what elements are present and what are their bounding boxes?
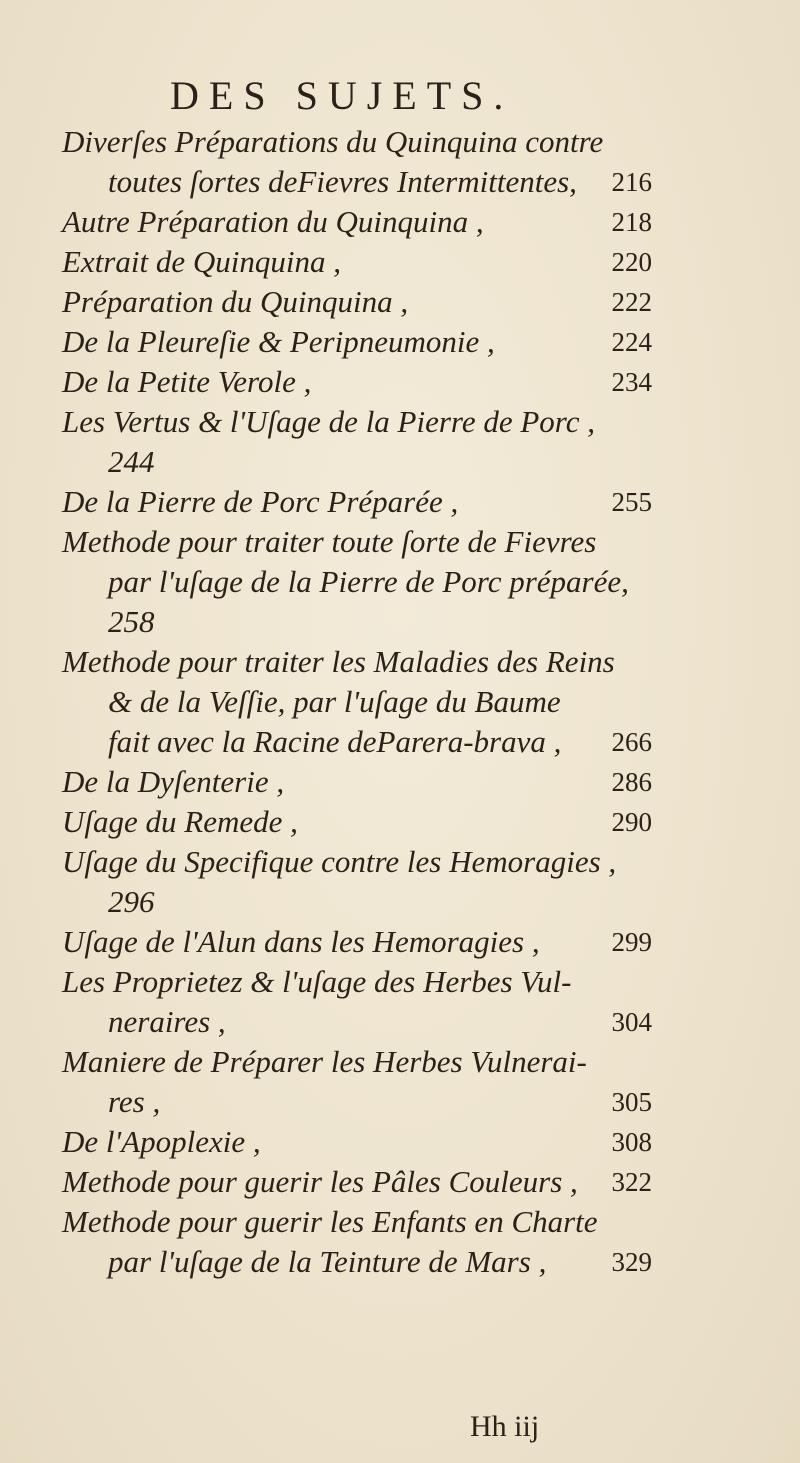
page-number: 308 [611,1127,652,1157]
index-line-text: 296 [108,884,155,919]
page-number: 234 [611,367,652,397]
index-line [0,642,800,682]
page-number: 286 [611,767,652,797]
index-line [0,322,800,362]
index-line [0,722,800,762]
index-line-text: De la Dyſenterie , [62,764,285,799]
index-line [0,1202,800,1242]
index-line [0,442,800,482]
index-line [0,122,800,162]
index-line [0,1122,800,1162]
index-line-text: Les Proprietez & l'uſage des Herbes Vul- [62,964,572,999]
index-line [0,1082,800,1122]
index-line [0,562,800,602]
index-line-text: De la Pierre de Porc Préparée , [62,484,459,519]
page-number: 266 [611,727,652,757]
index-line [0,802,800,842]
index-line [0,762,800,802]
index-line-text: Methode pour guerir les Pâles Couleurs , [62,1164,578,1199]
index-line [0,402,800,442]
index-line-text: neraires , [108,1004,226,1039]
index-line [0,202,800,242]
index-line-text: par l'uſage de la Teinture de Mars , [108,1244,547,1279]
index-line-text: Methode pour traiter toute ſorte de Fievres [62,524,597,559]
printer-signature: Hh iij [470,1410,540,1443]
index-line-text: De la Pleureſie & Peripneumonie , [62,324,495,359]
page-number: 329 [611,1247,652,1277]
index-line-text: 258 [108,604,155,639]
index-line [0,162,800,202]
page-number: 290 [611,807,652,837]
index-line-text: fait avec la Racine deParera-brava , [108,724,562,759]
page-number: 224 [611,327,652,357]
index-line-text: & de la Veſſie, par l'uſage du Baume [108,684,561,719]
page-number: 220 [611,247,652,277]
index-line [0,1042,800,1082]
index-line-text: Autre Préparation du Quinquina , [62,204,484,239]
index-line [0,1242,800,1282]
index-line [0,682,800,722]
index-line-text: Préparation du Quinquina , [62,284,409,319]
page-number: 218 [611,207,652,237]
index-line-text: toutes ſortes deFievres Intermittentes, [108,164,577,199]
page-number: 216 [611,167,652,197]
index-line-text: par l'uſage de la Pierre de Porc préparée, [108,564,629,599]
page-number: 299 [611,927,652,957]
index-line [0,282,800,322]
running-head: DES SUJETS. [170,73,514,118]
table-of-contents [0,122,800,1282]
index-line [0,242,800,282]
page-number: 255 [611,487,652,517]
page-number: 322 [611,1167,652,1197]
index-line-text: res , [108,1084,161,1119]
index-line-text: De l'Apoplexie , [62,1124,261,1159]
index-line [0,962,800,1002]
page-number: 222 [611,287,652,317]
index-line-text: Les Vertus & l'Uſage de la Pierre de Porc , [62,404,595,439]
index-line-text: Uſage de l'Alun dans les Hemoragies , [62,924,540,959]
index-line-text: Extrait de Quinquina , [62,244,341,279]
page-number: 304 [611,1007,652,1037]
index-line [0,362,800,402]
index-line [0,882,800,922]
index-line-text: Methode pour traiter les Maladies des Reins [62,644,615,679]
index-line [0,1162,800,1202]
index-line-text: Methode pour guerir les Enfants en Charte [62,1204,598,1239]
index-line-text: Diverſes Préparations du Quinquina contre [62,124,604,159]
index-line-text: Maniere de Préparer les Herbes Vulnerai- [62,1044,587,1079]
index-line [0,1002,800,1042]
index-line [0,922,800,962]
index-line-text: Uſage du Specifique contre les Hemoragies , [62,844,617,879]
index-line [0,602,800,642]
index-line-text: De la Petite Verole , [62,364,312,399]
index-line [0,842,800,882]
index-line-text: 244 [108,444,155,479]
index-line [0,522,800,562]
page-number: 305 [611,1087,652,1117]
index-line [0,482,800,522]
index-line-text: Uſage du Remede , [62,804,298,839]
